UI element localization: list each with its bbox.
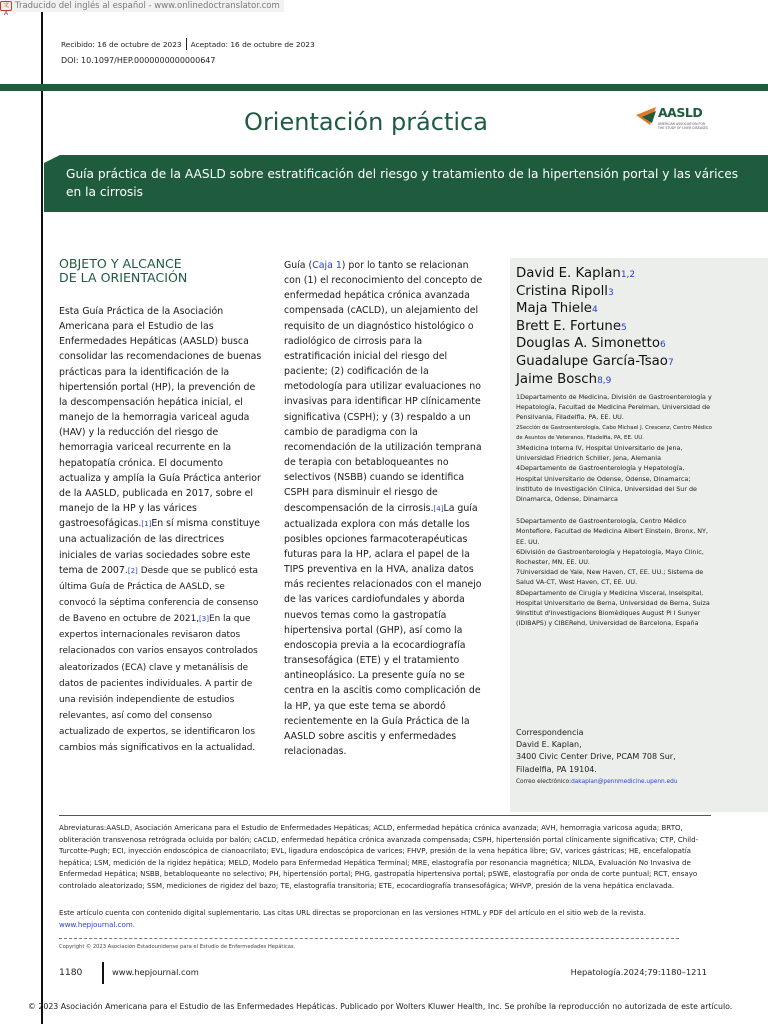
- paragraph-3a: Guía (: [284, 260, 313, 271]
- journal-link[interactable]: www.hepjournal.com.: [59, 919, 135, 929]
- page-number: 1180: [59, 967, 83, 978]
- correspondence-address: 3400 Civic Center Drive, PCAM 708 Sur,: [516, 752, 676, 762]
- affiliation: 3Medicina Interna IV, Hospital Universitario de Jena, Universidad Friedrich Schiller, Jena, Alemania: [516, 444, 683, 463]
- affiliation: 8Departamento de Cirugía y Medicina Visceral, Inselspital, Hospital Universitario de Berna, Universidad de Berna, Suiza: [516, 588, 710, 607]
- correspondence-city: Filadelfia, PA 19104.: [516, 764, 597, 774]
- logo-subtext: AMERICAN ASSOCIATION FOR THE STUDY OF LIVER DISEASES: [658, 122, 709, 130]
- page-title: Orientación práctica: [244, 108, 488, 136]
- email-label: Correo electrónico:: [516, 778, 572, 785]
- body-column-2: [284, 258, 488, 759]
- supplementary-note: [59, 907, 707, 930]
- dashed-divider: [59, 938, 679, 939]
- journal-citation: Hepatología.2024;79:1180–1211: [570, 967, 707, 977]
- affiliation: 1Departamento de Medicina, División de Gastroenterología y Hepatología, Facultad de Medicina Perelman, Universidad de Pensilvania, Filadelfia, PA, EE. UU.: [516, 393, 712, 422]
- footnote-rule: [59, 815, 711, 816]
- date-separator: [186, 38, 187, 50]
- section-heading-line2: DE LA ORIENTACIÓN: [59, 270, 188, 285]
- email-link[interactable]: dakaplan@pennmedicine.upenn.edu: [571, 778, 678, 785]
- logo-text: AASLD: [658, 105, 703, 120]
- affiliation-spacer: [516, 504, 712, 516]
- affiliation-ref[interactable]: 6: [659, 340, 666, 351]
- box-1-link[interactable]: Caja 1: [312, 260, 342, 271]
- paragraph-1: Esta Guía Práctica de la Asociación Americana para el Estudio de las Enfermedades Hepáticas (AASLD) busca consolidar las recomendaciones de buenas prácticas para la identificación de la hipertensión portal (HP), la prevención de la descompensación hepática inicial, el manejo de la hemorragia variceal aguda (HAV) y la reducción del riesgo de hemorragia variceal recurrente en la hepatopatía crónica. El documento actualiza y amplía la Guía Práctica anterior de la AASLD, publicada en 2017, sobre el manejo de la HP y las várices gastroesofágicas.: [59, 306, 262, 530]
- author: Douglas A. Simonetto6: [516, 336, 666, 352]
- correspondence-label: Correspondencia: [516, 728, 584, 737]
- author: Maja Thiele4: [516, 301, 598, 317]
- author: Jaime Bosch8,9: [516, 371, 612, 387]
- affiliation-ref[interactable]: 7: [667, 357, 674, 368]
- header-rule: [0, 84, 768, 91]
- publisher-copyright: © 2023 Asociación Americana para el Estudio de las Enfermedades Hepáticas. Publicado por Wolters Kluwer Health, Inc. Se prohíbe la reproducción no autorizada de este artículo.: [28, 1002, 733, 1011]
- affiliation-ref[interactable]: 8,9: [597, 375, 612, 386]
- supplementary-text: Este artículo cuenta con contenido digital suplementario. Las citas URL directas se proporcionan en las versiones HTML y PDF del artículo en el sitio web de la revista.: [59, 908, 646, 917]
- affiliation-ref[interactable]: 1,2: [620, 270, 636, 280]
- translate-icon: 文A: [0, 1, 12, 11]
- guidance-title-banner: [44, 155, 768, 212]
- body-column-1: [59, 304, 263, 757]
- translation-banner[interactable]: [0, 0, 284, 17]
- article-dates: [61, 38, 315, 50]
- section-heading-line1: OBJETO Y ALCANCE: [59, 256, 182, 271]
- doi: DOI: 10.1097/HEP.0000000000000647: [61, 56, 216, 65]
- paragraph-3c: La guía actualizada explora con más detalle los posibles opciones farmacoterapéuticas futuras para la HP, aclara el papel de la TIPS preventiva en la HVA, analiza datos más recientes relacionados con el manejo de las varices cardiofundales y aborda nuevos temas como la gastropatía hipertensiva portal (GHP), así como la endoscopia previa a la ecocardiografía transesofágica (ETE) y el tratamiento antineoplásico. La presente guía no se centra en la ascitis como complicación de la HP, ya que este tema se abordó recientemente en la Guía Práctica de la AASLD sobre ascitis y enfermedades relacionadas.: [284, 502, 482, 757]
- accepted-date: Aceptado: 16 de octubre de 2023: [190, 39, 315, 49]
- affiliation: 2Sección de Gastroenterología, Cabo Michael J. Crescenz, Centro Médico de Asuntos de Veteranos, Filadelfia, PA, EE. UU.: [516, 424, 712, 441]
- author-list: [516, 266, 674, 389]
- affiliation-ref[interactable]: 5: [621, 322, 627, 333]
- translation-banner-text[interactable]: Traducido del inglés al español - www.onlinedoctranslator.com: [15, 1, 280, 11]
- author: Brett E. Fortune5: [516, 318, 627, 334]
- footer-separator: [102, 962, 104, 984]
- copyright-note: Copyright © 2023 Asociación Estadounidense para el Estudio de Enfermedades Hepáticas.: [59, 944, 296, 950]
- citation-link[interactable]: [2]: [127, 566, 138, 575]
- section-heading: [59, 257, 259, 285]
- correspondence-name: David E. Kaplan,: [516, 740, 582, 750]
- affiliation: 9Institut d'Investigacions Biomèdiques August Pi I Sunyer (IDIBAPS) y CIBERehd, Universidad de Barcelona, España: [516, 609, 701, 628]
- footer-site[interactable]: www.hepjournal.com: [112, 967, 199, 977]
- affiliation: 5Departamento de Gastroenterología, Centro Médico Montefiore, Facultad de Medicina Albert Einstein, Bronx, NY, EE. UU.: [516, 517, 708, 546]
- paragraph-1b: En sí misma constituye una actualización de las directrices iniciales de varias sociedades sobre este tema de 2007.: [59, 518, 261, 576]
- received-date: Recibido: 16 de octubre de 2023: [61, 39, 182, 49]
- margin-rule: [41, 12, 43, 1024]
- affiliation-ref[interactable]: 3: [607, 287, 614, 298]
- author: David E. Kaplan1,2: [516, 266, 636, 281]
- citation-link[interactable]: [3]: [199, 615, 209, 624]
- paragraph-2b: En la que expertos internacionales revisaron datos relacionados con varios ensayos controlados aleatorizados (ECA) clave y metanálisis de datos de pacientes individuales. A partir de una revisión independiente de estudios relevantes, así como del consenso actualizado de expertos, se identificaron los cambios más significativos en la actualidad.: [59, 614, 258, 754]
- guidance-title: Guía práctica de la AASLD sobre estratificación del riesgo y tratamiento de la hipertensión portal y las várices en la cirrosis: [66, 167, 739, 199]
- paragraph-3b: ) por lo tanto se relacionan con (1) el reconocimiento del concepto de enfermedad hepática crónica avanzada compensada (cACLD), un alejamiento del requisito de un diagnóstico histológico o radiológico de cirrosis para la estratificación inicial del riesgo del paciente; (2) codificación de la metodología para utilizar evaluaciones no invasivas para identificar HP clínicamente significativa (CSPH); y (3) respaldo a un cambio de paradigma con la recomendación de la utilización temprana de terapia con betabloqueantes no selectivos (NSBB) cuando se identifica CSPH para disminuir el riesgo de descompensación de la cirrosis.: [284, 260, 483, 514]
- abbreviations: Abreviaturas:AASLD, Asociación Americana para el Estudio de Enfermedades Hepáticas; ACLD, enfermedad hepática crónica avanzada; AVH, hemorragia varicosa aguda; BRTO, obliteración transvenosa retrógrada ocluida por balón; cACLD, enfermedad hepática crónica avanzada compensada; CSPH, hipertensión portal clínicamente significativa; CTP, Child-Turcotte-Pugh; ECI, inyección endoscópica de cianoacrilato; EVL, ligadura endoscópica de varices; FHVP, presión de la vena hepática libre; GV, varices gástricas; HE, encefalopatía hepática; LSM, medición de la rigidez hepática; MELD, Modelo para Enfermedad Hepática Terminal; MRE, elastografía por resonancia magnética; NILDA, Evaluación No Invasiva de Enfermedad Hepática; NSBB, betabloqueante no selectivo; PH, hipertensión portal; PHG, gastropatía hipertensiva portal; pSWE, elastografía por onda de corte puntual; RCT, ensayo controlado aleatorizado; SSM, mediciones de rigidez del bazo; TE, elastografía transitoria; ETE, ecocardiografía transesofágica; WHVP, presión de la vena hepática enclavada.: [59, 823, 699, 890]
- correspondence: [516, 727, 712, 788]
- author: Cristina Ripoll3: [516, 283, 614, 299]
- author: Guadalupe García-Tsao7: [516, 353, 674, 369]
- correspondence-email: [516, 776, 712, 788]
- affiliations: [516, 392, 712, 628]
- affiliation: 6División de Gastroenterología y Hepatología, Mayo Clinic, Rochester, MN, EE. UU.: [516, 547, 704, 567]
- affiliation-ref[interactable]: 4: [592, 305, 598, 316]
- paragraph-2: Desde que se publicó esta última Guía de Práctica de AASLD, se convocó la séptima conferencia de consenso de Baveno en octubre de 2021,: [59, 565, 259, 625]
- affiliation: 7Universidad de Yale, New Haven, CT, EE. UU.; Sistema de Salud VA-CT, West Haven, CT, EE. UU.: [516, 568, 704, 587]
- citation-link[interactable]: [4]: [433, 504, 444, 513]
- affiliation: 4Departamento de Gastroenterología y Hepatología, Hospital Universitario de Odense, Odense, Dinamarca; Instituto de Investigación Clínica, Universidad del Sur de Dinamarca, Odense, Dinamarca: [516, 464, 697, 504]
- citation-link[interactable]: [1]: [141, 520, 152, 529]
